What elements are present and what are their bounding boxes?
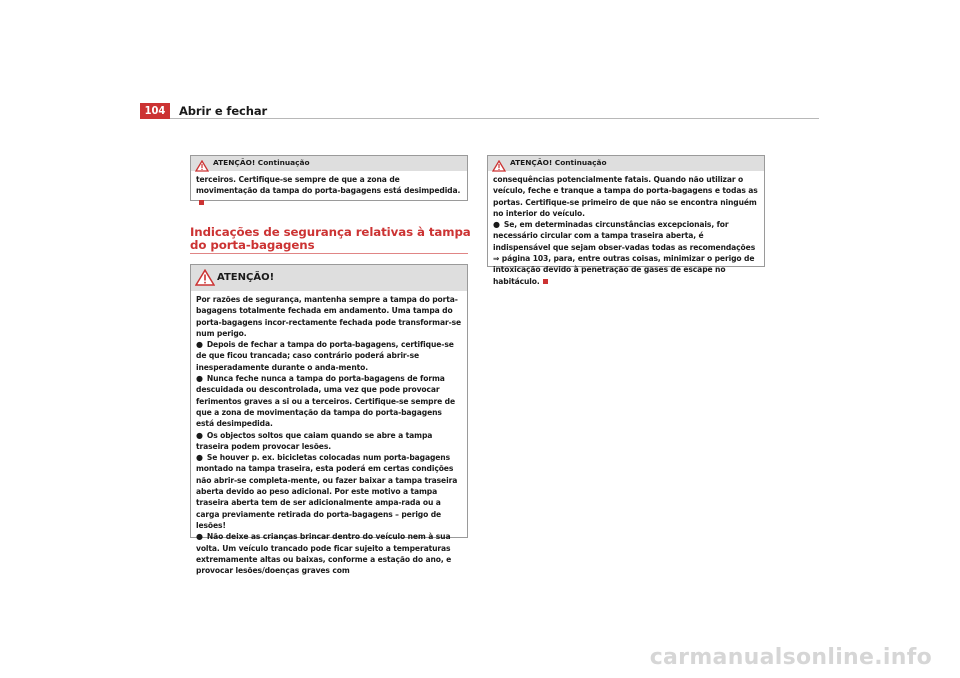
bullet-item: ● Não deixe as crianças brincar dentro do veículo nem à sua volta. Um veículo trancado pode ficar sujeito a temperaturas extremamente altas ou baixas, conforme a estação do ano, e provocar lesões/doenças graves com [196,532,452,576]
bullet-dot-icon: ● [196,374,203,384]
warning-triangle-icon [195,269,215,290]
section-heading-rule [190,253,468,254]
bullet-dot-icon: ● [196,532,203,542]
end-of-section-marker [199,200,204,205]
bullet-dot-icon: ● [196,430,203,440]
bullet-item: ● Se houver p. ex. bicicletas colocadas num porta-bagagens montado na tampa traseira, esta poderá em certas condições não abrir-se completa-mente, ou fazer baixar a tampa traseira aberta devido ao peso adicional. Por este motivo a tampa traseira aberta tem de ser adicionalmente ampa-rada ou a carga previamente retirada do porta-bagagens – perigo de lesões! [196,453,458,530]
warning-triangle-icon [492,157,506,176]
section-heading: Indicações de segurança relativas à tampa do porta-bagagens [190,225,471,252]
chapter-title: Abrir e fechar [179,104,268,118]
warning-intro: consequências potencialmente fatais. Quando não utilizar o veículo, feche e tranque a tampa do porta-bagagens e todas as portas. Certifique-se primeiro de que não se encontra ninguém no interior do veículo. [493,175,758,218]
bullet-item: ● Depois de fechar a tampa do porta-bagagens, certifique-se de que ficou trancada; caso contrário poderá abrir-se inesperadamente durante o anda-mento. [196,340,454,372]
bullet-item: ● Se, em determinadas circunstâncias excepcionais, for necessário circular com a tampa traseira aberta, é indispensável que sejam obser-vadas todas as recomendações ⇒ página 103, para, entre outras coisas, minimizar o perigo de intoxicação devido à penetração de gases de escape no habitáculo. [493,220,756,286]
warning-box-header [191,156,467,171]
bullet-dot-icon: ● [493,220,500,230]
warning-box-main [190,264,468,576]
warning-box-continued-2 [487,155,765,286]
warning-box-header [488,156,764,171]
warning-triangle-icon [195,157,209,176]
warning-intro: Por razões de segurança, mantenha sempre a tampa do porta-bagagens totalmente fechada em andamento. Uma tampa do porta-bagagens incor-rectamente fechada pode transformar-se num perigo. [196,295,462,338]
warning-box-header [191,265,467,291]
warning-box-label: ATENÇÃO! Continuação [213,158,310,167]
warning-body [196,294,462,576]
end-of-section-marker [543,279,548,284]
warning-body [493,174,759,287]
watermark: carmanualsonline.info [649,645,932,670]
bullet-item: ● Nunca feche nunca a tampa do porta-bagagens de forma descuidada ou descontrolada, uma vez que pode provocar ferimentos graves a si ou a terceiros. Certifique-se sempre de que a zona de movimentação da tampa do porta-bagagens está desimpedida. [196,374,455,429]
bullet-dot-icon: ● [196,340,203,350]
bullet-item: ● Os objectos soltos que caiam quando se abre a tampa traseira podem provocar lesões. [196,430,433,451]
warning-box-label: ATENÇÃO! [217,272,275,283]
header-rule [168,118,819,119]
bullet-dot-icon: ● [196,453,203,463]
warning-text: terceiros. Certifique-se sempre de que a zona de movimentação da tampa do porta-bagagens está desimpedida. [196,174,462,208]
warning-box-continued-1 [190,155,468,201]
page-number: 104 [140,103,170,119]
warning-box-label: ATENÇÃO! Continuação [510,158,607,167]
